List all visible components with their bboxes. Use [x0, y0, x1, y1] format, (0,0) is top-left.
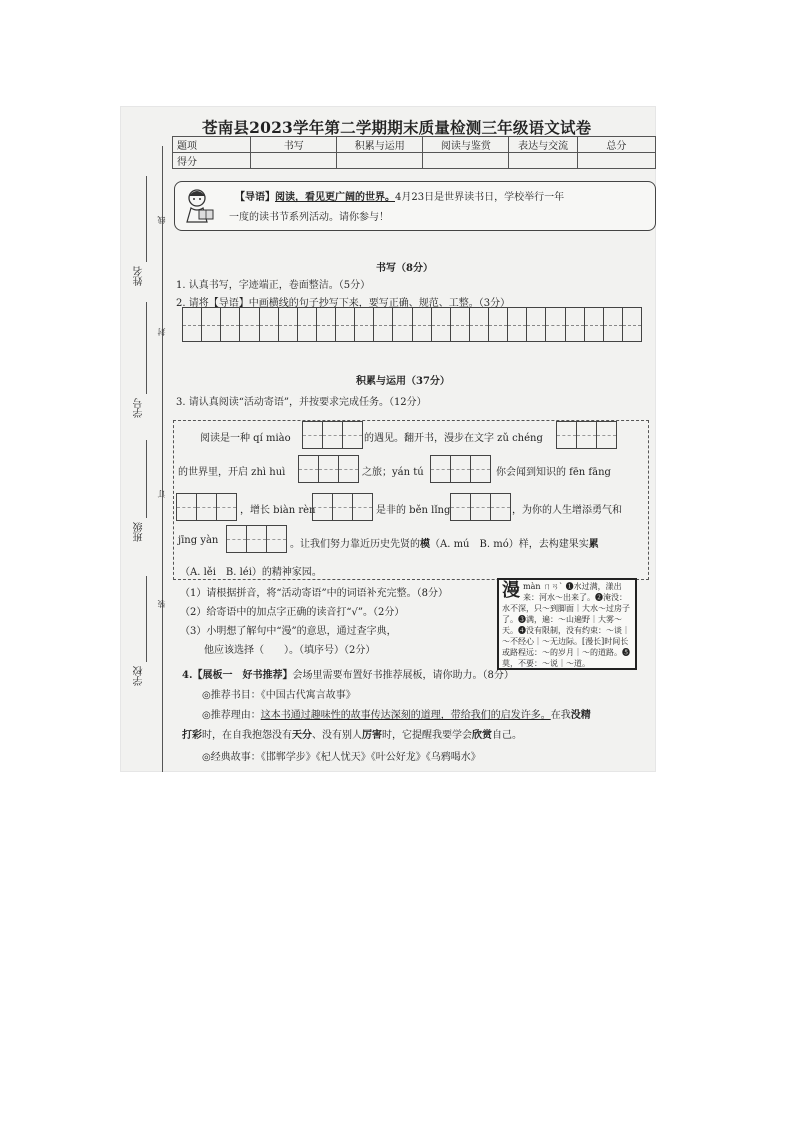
writing-heading: 书写（8分） [376, 263, 433, 274]
exam-paper-photo [120, 106, 656, 772]
reason-text: 时，它提醒我要学会 [382, 730, 472, 741]
score-cell[interactable] [509, 153, 577, 169]
guide-underlined-sentence: 阅读，看见更广阔的世界。 [275, 192, 395, 203]
classic-label: ◎经典故事： [202, 752, 261, 763]
dictionary-definition: màn ㄇㄢˋ ❶水过满，漾出来：河水～出来了。❷淹没：水不深，只～到脚面｜大水～过房子了。❸满，遍：～山遍野｜大雾～天。❹没有限制，没有约束：～谈｜～不经心｜～无边际。[漫长]时间长或路程远：～的岁月｜～的道路。❺莫，不要：～说｜～道。 [502, 582, 630, 668]
seal-seal-mark: 封 [157, 328, 166, 336]
dotted-char-lei: 累 [588, 539, 599, 550]
school-label: 学校 [134, 666, 145, 686]
passage-text: jīng yàn [178, 535, 219, 546]
recommended-book [202, 686, 356, 701]
score-value-row [173, 153, 656, 169]
passage-text: ，为你的人生增添勇气和 [512, 505, 622, 516]
guide-box [174, 181, 656, 231]
score-header-cell: 总分 [577, 137, 655, 153]
pinyin-answer-box-qimiao[interactable] [302, 421, 363, 449]
question-2: 2. 请将【导语】中画横线的句子抄写下来，要写正确、规范、工整。（3分） [176, 298, 511, 309]
score-header-cell: 阅读与鉴赏 [423, 137, 509, 153]
binding-line [162, 146, 163, 772]
passage-text: 之旅；yán tú [362, 467, 424, 478]
dictionary-char: 漫 [502, 580, 520, 601]
passage-text: 的遇见。翻开书，漫步在文字 zǔ chéng [364, 433, 543, 444]
activity-message-box [173, 420, 649, 580]
reason-text: 在我 [550, 710, 571, 721]
passage-text: 是非的 běn lǐng [376, 505, 451, 516]
passage-text [290, 535, 599, 550]
pronunciation-options-line[interactable]: （A. lěi B. léi）的精神家园。 [180, 567, 322, 578]
question-3: 3. 请认真阅读“活动寄语”，并按要求完成任务。（12分） [176, 397, 427, 408]
school-underline [146, 576, 147, 662]
score-table [172, 136, 656, 169]
id-underline [146, 302, 147, 394]
copy-writing-grid[interactable] [182, 307, 642, 342]
pinyin-answer-box-bianren[interactable] [312, 493, 373, 521]
score-header-cell: 表达与交流 [509, 137, 577, 153]
sub-question-2: （2）给寄语中的加点字正确的读音打“√”。（2分） [180, 607, 405, 618]
score-header-row [173, 137, 656, 153]
recommend-reason-line-1 [202, 706, 591, 721]
sub-question-3-answer[interactable]: 他应该选择（ ）。（填序号）（2分） [204, 645, 376, 656]
question-1: 1. 认真书写，字迹端正，卷面整洁。（5分） [176, 280, 371, 291]
pinyin-answer-box-zhihui[interactable] [298, 455, 359, 483]
dictionary-entry-box [497, 578, 637, 670]
reason-text: 、没有别人 [312, 730, 362, 741]
passage-text: 阅读是一种 qí miào [200, 433, 291, 444]
guide-line-1 [235, 188, 564, 203]
passage-text: 的世界里，开启 zhì huì [178, 467, 286, 478]
name-label: 姓名 [134, 266, 145, 286]
guide-text: 4月23日是世界读书日，学校举行一年 [395, 192, 565, 203]
pronunciation-options[interactable]: （A. mú B. mó）样，去构建果实 [430, 539, 589, 550]
pinyin-answer-box-benling[interactable] [450, 493, 511, 521]
question-4 [182, 666, 514, 681]
name-underline [146, 176, 147, 262]
reason-label: ◎推荐理由： [202, 710, 261, 721]
classic-list: 《邯郸学步》《杞人忧天》《叶公好龙》《乌鸦喝水》 [260, 752, 481, 763]
bold-word: 欣赏 [472, 730, 492, 741]
bold-word: 天分 [292, 730, 312, 741]
reason-text: 自己。 [492, 730, 522, 741]
question-4-text: 会场里需要布置好书推荐展板，请你助力。（8分） [292, 670, 514, 681]
dotted-char-mo: 模 [420, 539, 430, 550]
student-id-label: 学号 [134, 398, 145, 418]
score-header-cell: 题项 [173, 137, 251, 153]
score-cell[interactable] [251, 153, 337, 169]
score-header-cell: 书写 [251, 137, 337, 153]
bold-word: 打彩 [182, 730, 202, 741]
pinyin-answer-box-fenfang[interactable] [176, 493, 237, 521]
sub-question-3: （3）小明想了解句中“漫”的意思，通过查字典， [180, 626, 397, 637]
guide-prefix: 【导语】 [235, 192, 275, 203]
pinyin-answer-box-zucheng[interactable] [556, 421, 617, 449]
book-label: ◎推荐书目： [202, 690, 261, 701]
pinyin-answer-box-yantu[interactable] [430, 455, 491, 483]
score-cell[interactable] [577, 153, 655, 169]
score-cell[interactable] [337, 153, 423, 169]
book-title: 《中国古代寓言故事》 [260, 690, 356, 701]
bold-word: 厉害 [362, 730, 382, 741]
girl-reading-icon [181, 186, 217, 226]
bold-word: 没精 [570, 710, 591, 721]
reason-text: 时，在自我抱怨没有 [202, 730, 292, 741]
class-label: 班级 [134, 522, 145, 542]
guide-line-2: 一度的读书节系列活动。请你参与！ [229, 212, 389, 223]
score-cell[interactable] [423, 153, 509, 169]
page-title: 苍南县2023学年第二学期期末质量检测三年级语文试卷 [202, 118, 592, 137]
seal-hole-mark: 订 [157, 490, 166, 498]
passage-text-part: 。让我们努力靠近历史先贤的 [290, 539, 420, 550]
seal-bind-mark: 装 [157, 600, 166, 608]
reason-underlined: 这本书通过趣味性的故事传达深刻的道理，带给我们的启发许多。 [260, 710, 551, 721]
pinyin-answer-box-jingyan[interactable] [226, 525, 287, 553]
score-row-label: 得分 [173, 153, 251, 169]
sub-question-1: （1）请根据拼音，将“活动寄语”中的词语补充完整。（8分） [180, 588, 448, 599]
passage-text: ，增长 biàn rèn [240, 505, 316, 516]
seal-line-mark: 线 [157, 216, 166, 224]
recommend-reason-line-2 [182, 726, 522, 741]
classic-stories [202, 748, 481, 763]
score-header-cell: 积累与运用 [337, 137, 423, 153]
accumulation-heading: 积累与运用（37分） [356, 376, 450, 387]
class-underline [146, 440, 147, 518]
question-4-title: 4.【展板一 好书推荐】 [182, 670, 293, 681]
passage-text: 你会闻到知识的 fēn fāng [496, 467, 611, 478]
